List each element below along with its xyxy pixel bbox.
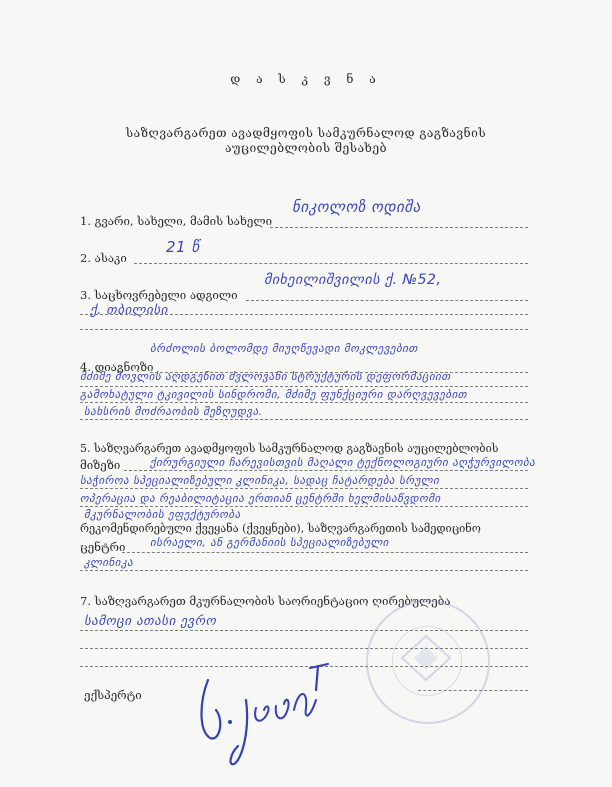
- field-5-label-4: ცენტრი: [80, 540, 126, 554]
- field-2-label: 2. ასაკი: [80, 251, 127, 265]
- field-1-line: [270, 227, 528, 228]
- field-4-line-4: [80, 419, 528, 420]
- field-5-label-1: 5. საზღვარგარეთ ავადმყოფის სამკურნალოდ გაგზავნის აუცილებლობის: [80, 442, 499, 455]
- field-5-line-5: [80, 570, 528, 571]
- document-subtitle-line-1: საზღვარგარეთ ავადმყოფის სამკურნალოდ გაგზავნის: [125, 126, 487, 140]
- document-title: დ ა ს კ ვ ნ ა: [230, 72, 382, 86]
- document-subtitle-line-2: აუცილებლობის შესახებ: [225, 141, 387, 155]
- field-5-value-3: ოპერაცია და რეაბილიტაცია ერთიან ცენტრში ხელმისაწვდომი: [80, 492, 441, 505]
- field-4-line-2: [80, 386, 528, 387]
- field-4-value-2: მძიმე მოვლის აღდგენით ძვლოვანი სტრუქტურის დეფორმაციით: [80, 370, 451, 383]
- field-5-value-4: მკურნალობის ეფექტურობა: [84, 508, 241, 521]
- field-4-value-3: გამოხატული ტკივილის სინდრომი, მძიმე ფუნქციური დარღვევებით: [80, 388, 468, 401]
- field-3-line-2: [80, 314, 528, 315]
- field-5-label-3: რეკომენდირებული ქვეყანა (ქვეყნები), საზღვარგარეთის სამედიცინო: [80, 522, 481, 535]
- field-5-value-1: ქირურგიული ჩარევისთვის მაღალი ტექნოლოგიური აღჭურვილობა: [150, 456, 536, 469]
- expert-signature: [190, 660, 350, 770]
- field-1-value: ნიკოლოზ ოდიშა: [292, 198, 421, 216]
- field-3-value-1: მიხეილიშვილის ქ. №52,: [264, 272, 442, 288]
- field-5-line-2: [80, 488, 528, 489]
- field-3-label: 3. საცხოვრებელი ადგილი: [80, 288, 238, 302]
- field-2-line: [134, 263, 528, 264]
- expert-line: [418, 690, 528, 691]
- field-4-value-4: სახსრის მოძრაობის შეზღუდვა.: [84, 405, 263, 418]
- field-5-value-5: ისრაელი, ან გერმანიის სპეციალიზებული: [150, 536, 389, 549]
- field-3-value-2: ქ. თბილისი: [90, 303, 168, 318]
- field-4-line-3: [80, 402, 528, 403]
- field-5-value-2: საჭიროა სპეციალიზებული კლინიკა, სადაც ჩატარდება სრული: [80, 474, 440, 487]
- field-4-value-1: ბრძოლის ბოლომდე მიუღწევადი მოკლევებით: [150, 342, 418, 355]
- field-5-line-3: [80, 506, 528, 507]
- field-5-value-6: კლინიკა: [84, 556, 134, 569]
- field-5-label-2: მიზეზი: [80, 458, 121, 472]
- field-2-value: 21 წ: [166, 238, 200, 256]
- field-7-label: 7. საზღვარგარეთ მკურნალობის საორიენტაციო ღირებულება: [80, 594, 451, 608]
- field-5-line-1: [124, 470, 528, 471]
- field-7-value: სამოცი ათასი ევრო: [84, 614, 217, 629]
- stamp-emblem-icon: [392, 628, 460, 688]
- field-3-line-1: [246, 300, 528, 301]
- field-3-line-3: [80, 329, 528, 330]
- field-1-label: 1. გვარი, სახელი, მამის სახელი: [80, 214, 273, 228]
- field-4-label: 4. დიაგნოზი: [80, 360, 154, 374]
- expert-label: ექსპერტი: [84, 688, 142, 702]
- field-5-line-4: [122, 552, 528, 553]
